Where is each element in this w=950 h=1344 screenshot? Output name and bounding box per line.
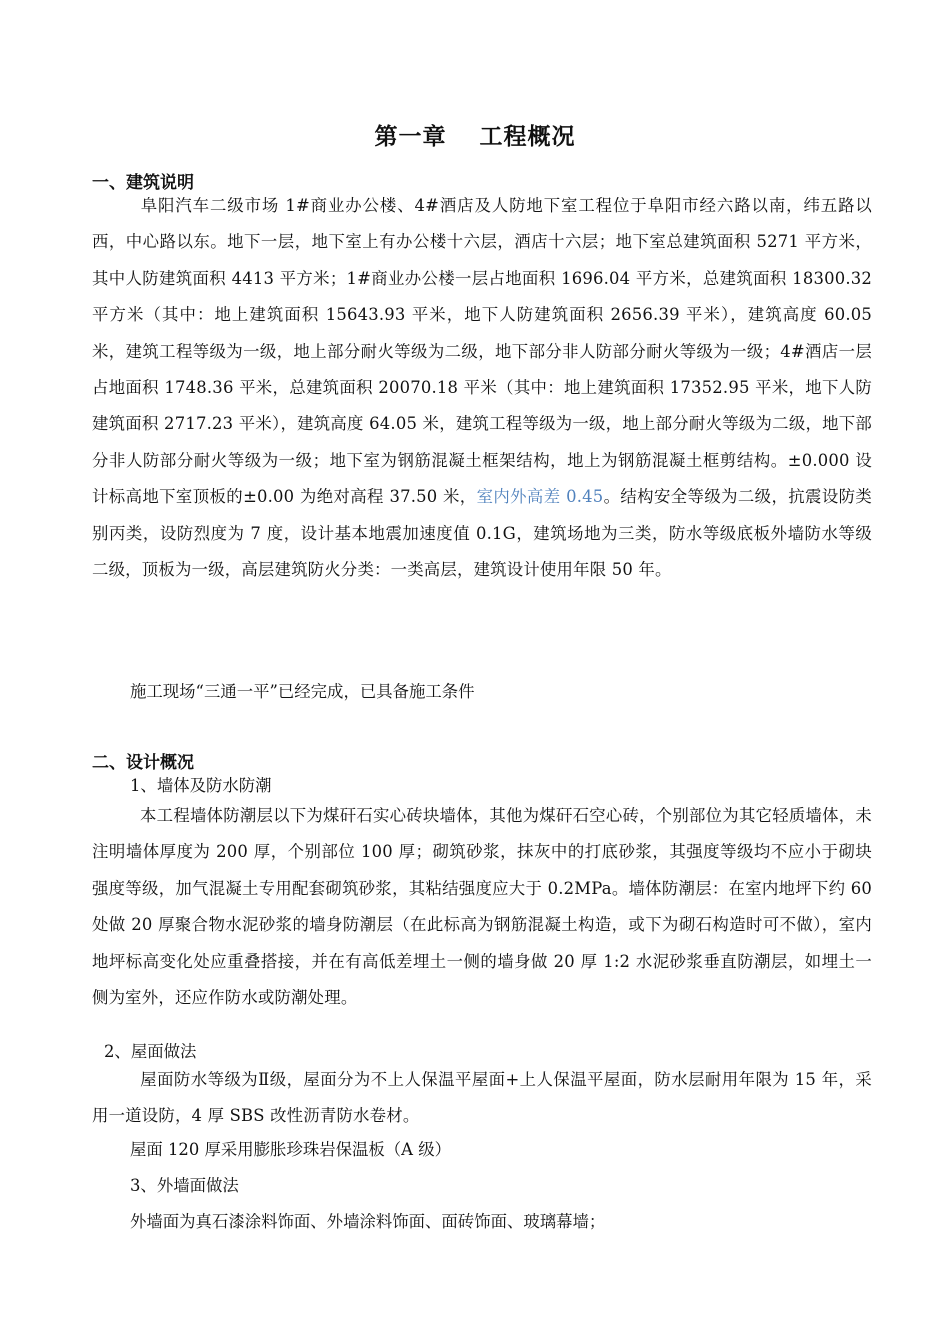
- chapter-title: 第一章 工程概况: [374, 123, 576, 150]
- roof-subsection-title: 2、屋面做法: [104, 1042, 197, 1061]
- architecture-text-part1: 阜阳汽车二级市场 1#商业办公楼、4#酒店及人防地下室工程位于阜阳市经六路以南，纬五路以西，中心路以东。地下一层，地下室上有办公楼十六层，酒店十六层；地下室总建筑面积 5271 平方米，其中人防建筑面积 4413 平方米；1#商业办公楼一层占地面积 1696.04 平方米，总建筑面积 18300.32 平方米（其中：地上建筑面积 15643.93 平米，地下人防建筑面积 2656.39 平米），建筑高度 60.05 米，建筑工程等级为一级，地上部分耐火等级为二级，地下部分非人防部分耐火等级为一级；4#酒店一层占地面积 1748.36 平米，总建筑面积 20070.18 平米（其中：地上建筑面积 17352.95 平米，地下人防建筑面积 2717.23 平米），建筑高度 64.05 米，建筑工程等级为一级，地上部分耐火等级为二级，地下部分非人防部分耐火等级为一级；地下室为钢筋混凝土框架结构，地上为钢筋混凝土框剪结构。±0.000 设计标高地下室顶板的±0.00 为绝对高程 37.50 米，: [92, 196, 872, 507]
- exterior-wall-text: 外墙面为真石漆涂料饰面、外墙涂料饰面、面砖饰面、玻璃幕墙；: [130, 1212, 606, 1231]
- roof-insulation-note: 屋面 120 厚采用膨胀珍珠岩保温板（A 级）: [130, 1140, 452, 1159]
- height-difference-highlight: 室内外高差 0.45: [476, 487, 604, 507]
- roof-paragraph: [92, 1062, 872, 1135]
- roof-text: 屋面防水等级为Ⅱ级，屋面分为不上人保温平屋面+上人保温平屋面，防水层耐用年限为 15 年，采用一道设防，4 厚 SBS 改性沥青防水卷材。: [92, 1070, 872, 1126]
- section-heading-design: 二、设计概况: [92, 753, 194, 773]
- exterior-wall-subsection-title: 3、外墙面做法: [130, 1176, 239, 1195]
- wall-text: 本工程墙体防潮层以下为煤矸石实心砖块墙体，其他为煤矸石空心砖，个别部位为其它轻质墙体，未注明墙体厚度为 200 厚，个别部位 100 厚；砌筑砂浆，抹灰中的打底砂浆，其强度等级均不应小于砌块强度等级，加气混凝土专用配套砌筑砂浆，其粘结强度应大于 0.2MPa。墙体防潮层：在室内地坪下约 60 处做 20 厚聚合物水泥砂浆的墙身防潮层（在此标高为钢筋混凝土构造，或下为砌石构造时可不做），室内地坪标高变化处应重叠搭接，并在有高低差埋土一侧的墙身做 20 厚 1:2 水泥砂浆垂直防潮层，如埋土一侧为室外，还应作防水或防潮处理。: [92, 806, 872, 1008]
- architecture-paragraph: [92, 188, 872, 588]
- section-heading-architecture: 一、建筑说明: [92, 173, 194, 193]
- wall-paragraph: [92, 798, 872, 1016]
- site-condition-note: 施工现场“三通一平”已经完成，已具备施工条件: [130, 682, 475, 701]
- wall-subsection-title: 1、墙体及防水防潮: [130, 776, 272, 795]
- architecture-text-part2: 。结构安全等级为二级，抗震设防类别丙类，设防烈度为 7 度，设计基本地震加速度值 0.1G，建筑场地为三类，防水等级底板外墙防水等级二级，顶板为一级，高层建筑防火分类：一类高层，建筑设计使用年限 50 年。: [92, 487, 872, 580]
